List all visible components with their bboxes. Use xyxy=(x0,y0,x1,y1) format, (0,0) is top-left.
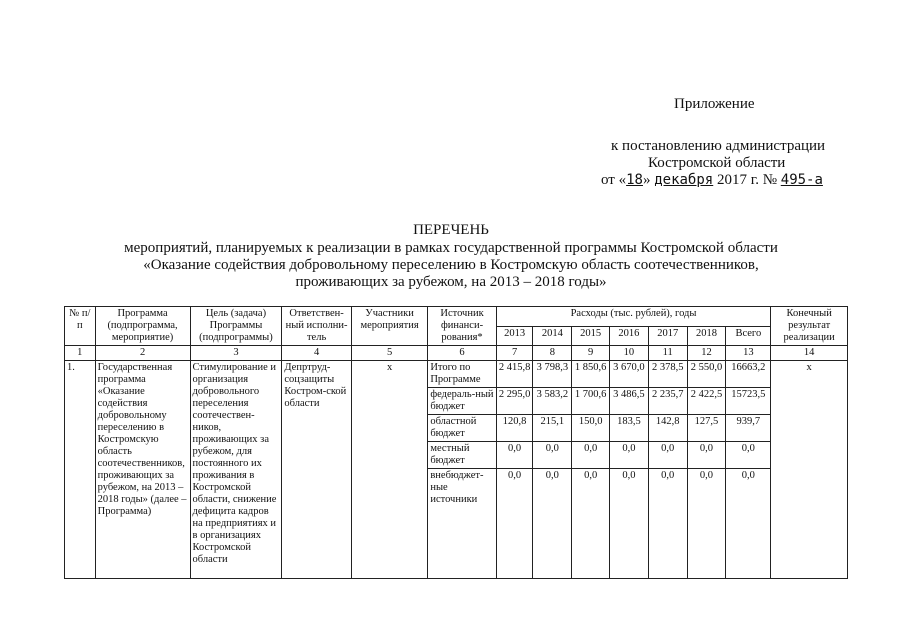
header-year: 2015 xyxy=(572,326,610,346)
header-goal: Цель (задача) Программы (подпрограммы) xyxy=(190,307,282,346)
funding-source: внебюджет-ные источники xyxy=(428,469,496,579)
table-row xyxy=(65,361,848,388)
decree-number: 495-а xyxy=(780,172,823,188)
funding-value: 0,0 xyxy=(687,442,726,469)
funding-value: 127,5 xyxy=(687,415,726,442)
funding-value: 0,0 xyxy=(496,442,533,469)
funding-value: 0,0 xyxy=(572,469,610,579)
funding-value: 215,1 xyxy=(533,415,572,442)
row-number: 1. xyxy=(65,361,96,579)
document-title: ПЕРЕЧЕНЬ xyxy=(413,222,489,238)
funding-value: 150,0 xyxy=(572,415,610,442)
funding-value: 0,0 xyxy=(533,442,572,469)
column-number-row xyxy=(65,346,848,361)
column-number: 14 xyxy=(771,346,848,361)
date-year: 2017 г. № xyxy=(716,172,778,188)
funding-value: 2 235,7 xyxy=(648,388,687,415)
funding-total: 16663,2 xyxy=(726,361,771,388)
funding-value: 3 670,0 xyxy=(610,361,649,388)
funding-value: 142,8 xyxy=(648,415,687,442)
decree-line-1: к постановлению администрации xyxy=(611,138,826,154)
program-cell: Государственная программа «Оказание содействия добровольному переселению в Костромскую область соотечественников, проживающих за рубежом, на 2013 – 2018 годы» (далее – Программа) xyxy=(95,361,190,579)
column-number: 7 xyxy=(496,346,533,361)
column-number: 6 xyxy=(428,346,496,361)
funding-value: 2 295,0 xyxy=(496,388,533,415)
funding-value: 3 583,2 xyxy=(533,388,572,415)
column-number: 1 xyxy=(65,346,96,361)
funding-value: 0,0 xyxy=(648,469,687,579)
column-number: 8 xyxy=(533,346,572,361)
decree-line-2: Костромской области xyxy=(648,155,786,171)
funding-total: 939,7 xyxy=(726,415,771,442)
funding-value: 0,0 xyxy=(496,469,533,579)
activities-table xyxy=(64,306,848,579)
funding-total: 15723,5 xyxy=(726,388,771,415)
header-executor: Ответствен-ный исполни-тель xyxy=(282,307,351,346)
header-row xyxy=(65,307,848,327)
header-source: Источник финанси-рования* xyxy=(428,307,496,346)
date-month: декабря xyxy=(654,172,714,188)
header-year: 2016 xyxy=(610,326,649,346)
header-expenses: Расходы (тыс. рублей), годы xyxy=(496,307,771,327)
header-num: № п/п xyxy=(65,307,96,346)
header-program: Программа (подпрограмма, мероприятие) xyxy=(95,307,190,346)
column-number: 3 xyxy=(190,346,282,361)
document-subtitle-3: проживающих за рубежом, на 2013 – 2018 годы» xyxy=(295,274,607,290)
header-year: 2013 xyxy=(496,326,533,346)
goal-cell: Стимулирование и организация добровольного переселения соотечествен-ников, проживающих за рубежом, для постоянного их проживания в Костромской области, снижение дефицита кадров на предприятиях и в организациях Костромской области xyxy=(190,361,282,579)
funding-value: 2 415,8 xyxy=(496,361,533,388)
header-participants: Участники мероприятия xyxy=(351,307,428,346)
funding-source: Итого по Программе xyxy=(428,361,496,388)
funding-source: местный бюджет xyxy=(428,442,496,469)
header-result: Конечный результат реализации xyxy=(771,307,848,346)
executor-cell: Депртруд-соцзащиты Костром-ской области xyxy=(282,361,351,579)
funding-total: 0,0 xyxy=(726,469,771,579)
funding-value: 2 422,5 xyxy=(687,388,726,415)
funding-value: 183,5 xyxy=(610,415,649,442)
funding-value: 0,0 xyxy=(687,469,726,579)
funding-source: федераль-ный бюджет xyxy=(428,388,496,415)
funding-value: 2 550,0 xyxy=(687,361,726,388)
funding-value: 0,0 xyxy=(533,469,572,579)
funding-total: 0,0 xyxy=(726,442,771,469)
funding-value: 1 850,6 xyxy=(572,361,610,388)
header-year: 2014 xyxy=(533,326,572,346)
document-subtitle-2: «Оказание содействия добровольному переселению в Костромскую область соотечественников, xyxy=(143,257,759,273)
funding-value: 0,0 xyxy=(648,442,687,469)
date-prefix: от « xyxy=(601,172,627,188)
header-year: 2018 xyxy=(687,326,726,346)
column-number: 4 xyxy=(282,346,351,361)
result-cell: х xyxy=(771,361,848,579)
participants-cell: х xyxy=(351,361,428,579)
funding-value: 3 486,5 xyxy=(610,388,649,415)
date-day: 18 xyxy=(626,172,643,188)
column-number: 12 xyxy=(687,346,726,361)
column-number: 2 xyxy=(95,346,190,361)
header-year: 2017 xyxy=(648,326,687,346)
decree-date-line xyxy=(601,172,823,189)
header-total: Всего xyxy=(726,326,771,346)
column-number: 10 xyxy=(610,346,649,361)
column-number: 5 xyxy=(351,346,428,361)
document-subtitle-1: мероприятий, планируемых к реализации в рамках государственной программы Костромской области xyxy=(124,240,778,256)
funding-value: 0,0 xyxy=(572,442,610,469)
column-number: 11 xyxy=(648,346,687,361)
funding-value: 0,0 xyxy=(610,469,649,579)
funding-value: 3 798,3 xyxy=(533,361,572,388)
funding-value: 2 378,5 xyxy=(648,361,687,388)
appendix-title: Приложение xyxy=(674,96,755,112)
funding-value: 0,0 xyxy=(610,442,649,469)
column-number: 13 xyxy=(726,346,771,361)
funding-value: 1 700,6 xyxy=(572,388,610,415)
date-mid: » xyxy=(642,172,651,188)
funding-value: 120,8 xyxy=(496,415,533,442)
funding-source: областной бюджет xyxy=(428,415,496,442)
column-number: 9 xyxy=(572,346,610,361)
